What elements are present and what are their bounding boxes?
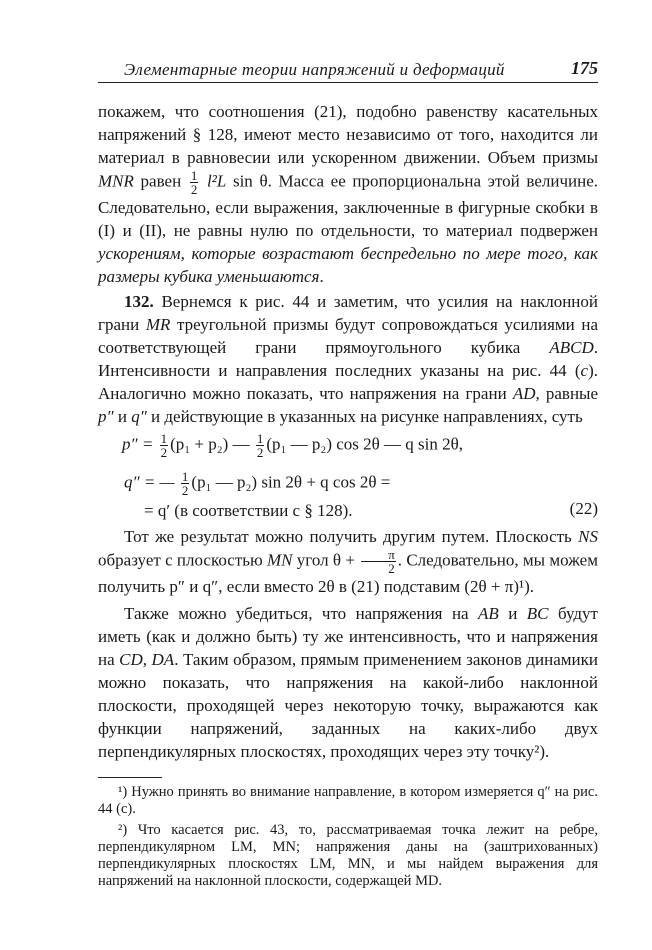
footnote-1: ¹) Нужно принять во внимание направление, в котором измеряется q″ на рис. 44 (c). bbox=[98, 784, 598, 817]
paragraph-1: покажем, что соотношения (21), подобно равенству касательных напряжений § 128, имеют место независимо от того, находится ли материал в равновесии или ускоренном движении. Объем призмы MNR равен $\frac{1}{2}$ l²L sin θ. Масса ее пропорциональна этой величине. Следовательно, если выражения, заключенные в фигурные скобки в (I) и (II), не равны нулю по отдельности, то материал подвержен ускорениям, которые возрастают беспредельно по мере того, как размеры кубика уменьшаются. bbox=[98, 102, 599, 286]
main-text bbox=[98, 100, 598, 428]
footnote-2: ²) Что касается рис. 43, то, рассматриваемая точка лежит на ребре, перпендикулярном LM, MN; напряжения даны на (заштрихованных) перпендикулярных плоскостях LM, MN, и мы найдем выражения для напряжений на наклонной плоскости, содержащей MD. bbox=[98, 822, 598, 889]
section-number: 132. bbox=[124, 292, 154, 311]
paragraph-3: Тот же результат можно получить другим путем. Плоскость NS образует с плоскостью MN угол θ + $\frac{\pi}{2}$ . Следовательно, мы можем получить p″ и q″, если вместо 2θ в (21) подставим (2θ + π)¹). bbox=[98, 527, 598, 596]
equation-line-1: p″ = $\frac{1}{2}$ (p₁ + p₂) — $\frac{1}{2}$ (p₁ — p₂) cos 2θ — q sin 2θ, bbox=[122, 431, 464, 460]
running-title: Элементарные теории напряжений и деформаций bbox=[124, 60, 505, 79]
equation-line-3: = q′ (в соответствии с § 128). bbox=[144, 501, 353, 520]
emphasis-text: ускорениям, которые возрастают беспредельно по мере того, как размеры кубика уменьшаются bbox=[98, 244, 598, 286]
paragraph-2: 132. Вернемся к рис. 44 и заметим, что усилия на наклонной грани MR треугольной призмы будут сопровождаться усилиями на соответствующей грани прямоугольного кубика ABCD. Интенсивности и направления последних указаны на рис. 44 (c). Аналогично можно показать, что напряжения на грани AD, равные p″ и q″ и действующие в указанных на рисунке направлениях, суть bbox=[98, 292, 599, 426]
fraction-half: $\frac{1}{2}$ bbox=[190, 168, 198, 197]
equation-number: (22) bbox=[569, 499, 598, 518]
equation-line-2: q″ = — $\frac{1}{2}$ (p₁ — p₂) sin 2θ + q cos 2θ = bbox=[124, 469, 391, 498]
paragraph-4: Также можно убедиться, что напряжения на AB и BC будут иметь (как и должно быть) ту же интенсивность, что и напряжения на CD, DA. Таким образом, прямым применением законов динамики можно показать, что напряжения на какой-либо наклонной плоскости, проходящей через некоторую точку, выражаются как функции напряжений, заданных на каких-либо двух перпендикулярных плоскостях, проходящих через эту точку²). bbox=[98, 604, 598, 761]
main-text-2 bbox=[98, 525, 598, 763]
footnote-rule bbox=[98, 777, 162, 778]
page-number: 175 bbox=[571, 58, 598, 78]
running-header bbox=[98, 58, 598, 83]
